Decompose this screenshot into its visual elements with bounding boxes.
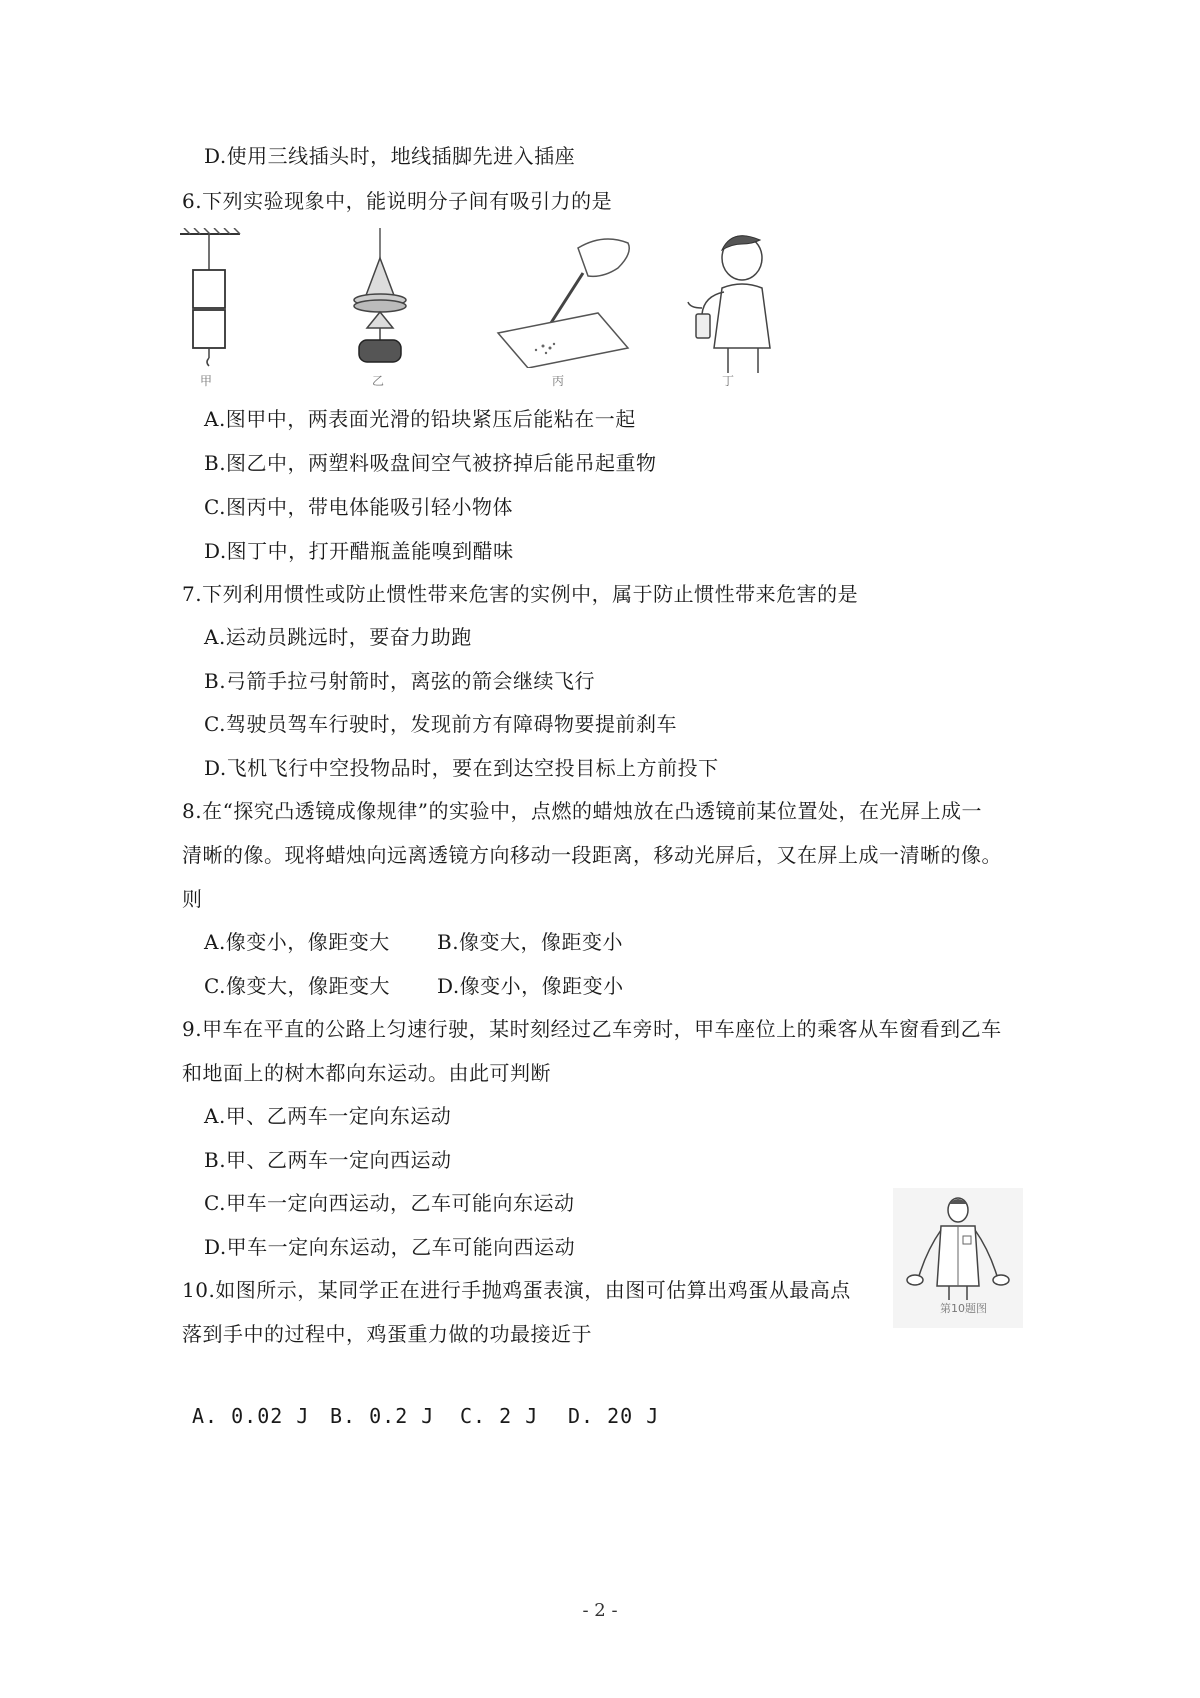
figure-label-bing: 丙 [552, 374, 565, 388]
q7-stem: 7.下列利用惯性或防止惯性带来危害的实例中，属于防止惯性带来危害的是 [182, 582, 859, 606]
figure-label-ding: 丁 [722, 374, 735, 388]
q10-option-c: C. 2 J [460, 1404, 539, 1428]
q8-stem-line-1: 8.在“探究凸透镜成像规律”的实验中，点燃的蜡烛放在凸透镜前某位置处，在光屏上成一 [182, 799, 983, 823]
q10-stem-line-2: 落到手中的过程中，鸡蛋重力做的功最接近于 [182, 1322, 592, 1346]
q6-option-c: C.图丙中，带电体能吸引轻小物体 [204, 495, 513, 519]
q9-option-c: C.甲车一定向西运动，乙车可能向东运动 [204, 1191, 575, 1215]
q9-option-d: D.甲车一定向东运动，乙车可能向西运动 [204, 1235, 576, 1259]
q6-option-d: D.图丁中，打开醋瓶盖能嗅到醋味 [204, 539, 514, 563]
q8-option-b: B.像变大，像距变小 [437, 930, 624, 954]
q7-option-c: C.驾驶员驾车行驶时，发现前方有障碍物要提前刹车 [204, 712, 677, 736]
q10-option-a: A. 0.02 J [192, 1404, 310, 1428]
q9-option-b: B.甲、乙两车一定向西运动 [204, 1148, 452, 1172]
q10-option-b: B. 0.2 J [330, 1404, 435, 1428]
q7-option-d: D.飞机飞行中空投物品时，要在到达空投目标上方前投下 [204, 756, 719, 780]
figure-bing-charged-rod [488, 228, 638, 368]
q8-stem-line-3: 则 [182, 887, 203, 911]
q5-option-d: D.使用三线插头时，地线插脚先进入插座 [204, 144, 576, 168]
page-number: - 2 - [582, 1600, 618, 1621]
q8-option-d: D.像变小，像距变小 [437, 974, 624, 998]
q10-option-d: D. 20 J [568, 1404, 660, 1428]
figure-label-yi: 乙 [372, 374, 385, 388]
q9-option-a: A.甲、乙两车一定向东运动 [204, 1104, 452, 1128]
q8-option-c: C.像变大，像距变大 [204, 974, 390, 998]
q6-option-b: B.图乙中，两塑料吸盘间空气被挤掉后能吊起重物 [204, 451, 657, 475]
figure-label-jia: 甲 [200, 374, 213, 388]
q7-option-b: B.弓箭手拉弓射箭时，离弦的箭会继续飞行 [204, 669, 596, 693]
q6-option-a: A.图甲中，两表面光滑的铅块紧压后能粘在一起 [204, 407, 636, 431]
figure-ding-boy-smelling [682, 228, 792, 378]
q8-option-a: A.像变小，像距变大 [204, 930, 390, 954]
figure-yi-suction-cups [345, 228, 415, 378]
q6-stem: 6.下列实验现象中，能说明分子间有吸引力的是 [182, 189, 613, 213]
q9-stem-line-2: 和地面上的树木都向东运动。由此可判断 [182, 1061, 551, 1085]
q10-stem-line-1: 10.如图所示，某同学正在进行手抛鸡蛋表演，由图可估算出鸡蛋从最高点 [182, 1278, 851, 1302]
figure-q10-caption: 第10题图 [940, 1302, 987, 1315]
q7-option-a: A.运动员跳远时，要奋力助跑 [204, 625, 472, 649]
q9-stem-line-1: 9.甲车在平直的公路上匀速行驶，某时刻经过乙车旁时，甲车座位上的乘客从车窗看到乙车 [182, 1017, 1002, 1041]
figure-jia-lead-blocks [178, 228, 248, 388]
q8-stem-line-2: 清晰的像。现将蜡烛向远离透镜方向移动一段距离，移动光屏后，又在屏上成一清晰的像。 [182, 843, 1002, 867]
